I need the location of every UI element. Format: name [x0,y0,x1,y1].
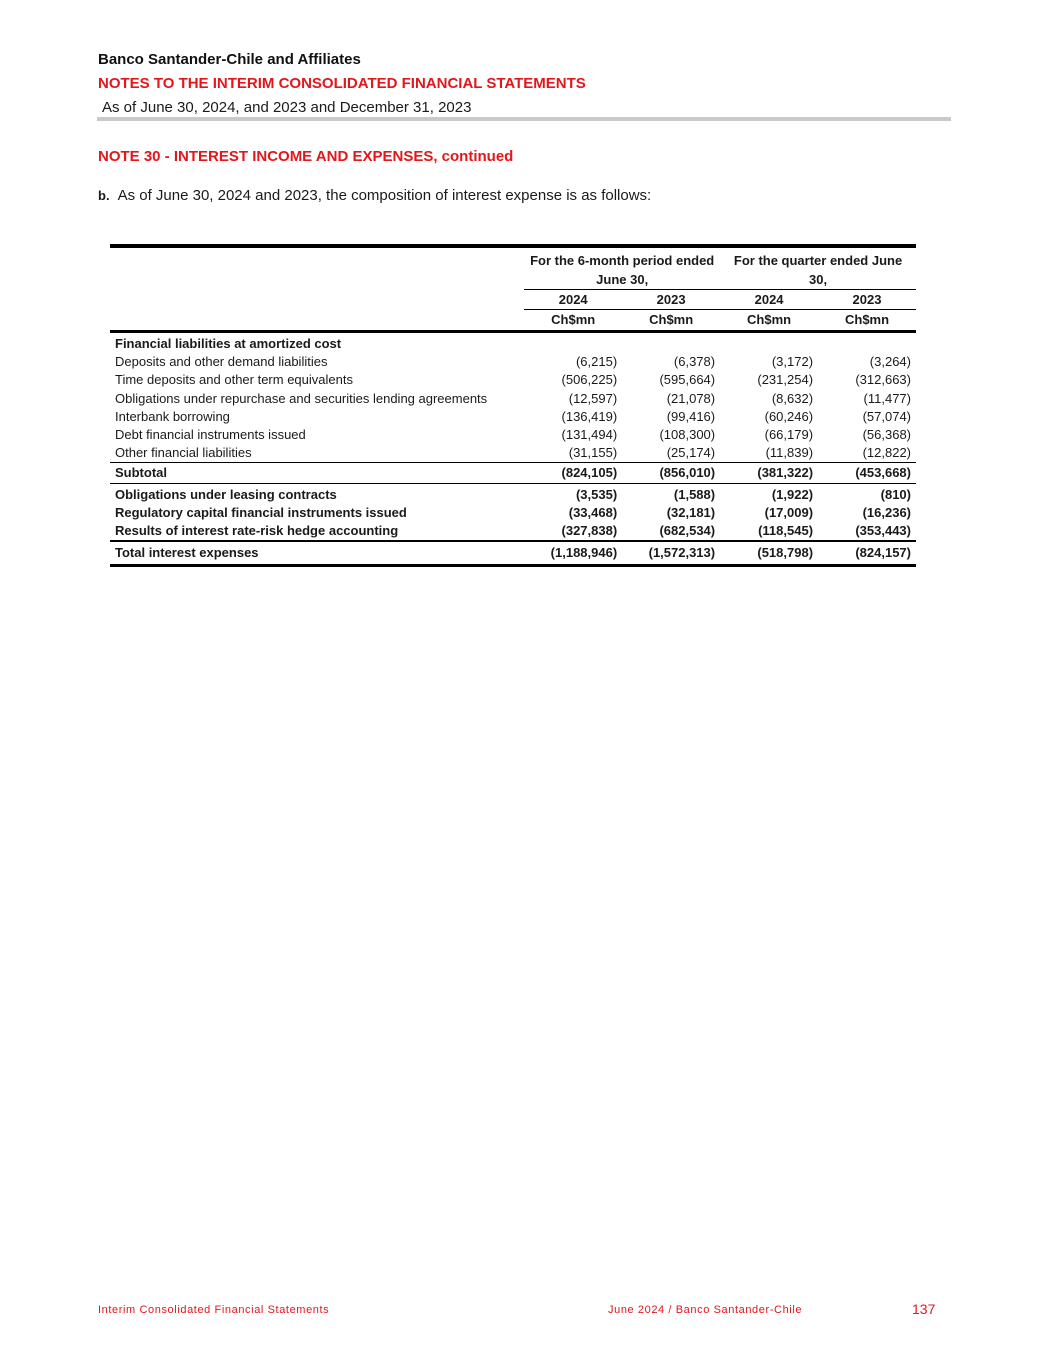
row-value: (118,545) [758,523,814,538]
subtotal-value: (824,105) [524,463,622,484]
page-number: 137 [912,1301,936,1317]
row-value: (3,172) [771,354,814,369]
footer-document-name: Interim Consolidated Financial Statements [98,1304,330,1316]
year-header: 2023 [818,290,916,310]
row-value: (682,534) [659,523,716,538]
row-value: (1,922) [771,487,814,502]
subtotal-label: Subtotal [110,463,524,484]
row-value: (99,416) [666,409,716,424]
row-value: (327,838) [561,523,618,538]
subtotal-value: (453,668) [818,463,916,484]
note-intro [98,187,651,204]
unit-header-row [110,310,916,332]
row-value: (31,155) [568,445,618,460]
unit-header: Ch$mn [524,310,622,332]
header-divider [97,117,951,121]
table-row [110,408,916,426]
row-label: Results of interest rate-risk hedge accounting [115,523,399,538]
row-value: (56,368) [862,427,911,442]
table-row [110,426,916,444]
row-label: Regulatory capital financial instruments issued [115,505,407,520]
row-value: (108,300) [659,427,716,442]
table-row [110,522,916,541]
table-row [110,444,916,463]
total-value: (824,157) [818,541,916,566]
year-header: 2024 [524,290,622,310]
row-value: (16,236) [862,505,911,520]
row-value: (136,419) [561,409,618,424]
row-value: (25,174) [666,445,716,460]
column-group-header [110,248,916,290]
row-label: Interbank borrowing [115,409,230,424]
row-value: (60,246) [764,409,814,424]
subtotal-row [110,463,916,484]
unit-header: Ch$mn [818,310,916,332]
row-label: Time deposits and other term equivalents [115,372,353,387]
row-value: (8,632) [771,391,814,406]
row-value: (506,225) [561,372,618,387]
group-header-6-month: For the 6-month period ended June 30, [530,253,715,287]
section-title: Financial liabilities at amortized cost [115,336,342,351]
row-value: (231,254) [757,372,814,387]
year-header: 2024 [720,290,818,310]
document-title: NOTES TO THE INTERIM CONSOLIDATED FINANCIAL STATEMENTS [98,75,586,92]
row-value: (353,443) [855,523,911,538]
intro-letter: b. [98,188,110,203]
section-header-row [110,332,916,354]
total-value: (518,798) [720,541,818,566]
total-row [110,541,916,566]
row-value: (66,179) [764,427,814,442]
row-value: (6,378) [673,354,716,369]
row-value: (17,009) [764,505,814,520]
row-label: Obligations under leasing contracts [115,487,337,502]
table-row [110,389,916,408]
row-value: (21,078) [666,391,716,406]
row-value: (1,588) [673,487,716,502]
row-value: (3,264) [869,354,911,369]
note-title: NOTE 30 - INTEREST INCOME AND EXPENSES, continued [98,148,514,165]
table-row [110,371,916,389]
row-value: (6,215) [575,354,618,369]
row-value: (11,839) [765,445,814,460]
intro-text: As of June 30, 2024 and 2023, the composition of interest expense is as follows: [117,187,652,204]
row-value: (12,822) [862,445,911,460]
subtotal-value: (381,322) [720,463,818,484]
as-of-date: As of June 30, 2024, and 2023 and December 31, 2023 [102,99,472,116]
unit-header: Ch$mn [622,310,720,332]
row-label: Other financial liabilities [115,445,252,460]
row-label: Debt financial instruments issued [115,427,306,442]
row-value: (32,181) [666,505,716,520]
row-value: (12,597) [568,391,618,406]
row-value: (57,074) [862,409,911,424]
footer-period: June 2024 / Banco Santander-Chile [608,1304,803,1316]
total-value: (1,188,946) [524,541,622,566]
row-value: (11,477) [863,391,911,406]
table-row [110,353,916,371]
row-value: (312,663) [855,372,911,387]
table-row [110,504,916,522]
interest-expense-table [110,244,916,567]
subtotal-value: (856,010) [622,463,720,484]
total-label: Total interest expenses [110,541,524,566]
row-value: (33,468) [568,505,618,520]
row-value: (3,535) [575,487,618,502]
row-label: Obligations under repurchase and securities lending agreements [115,391,488,406]
row-value: (810) [880,487,911,502]
table-row [110,484,916,505]
unit-header: Ch$mn [720,310,818,332]
company-name: Banco Santander-Chile and Affiliates [98,51,361,68]
row-value: (595,664) [659,372,716,387]
year-header: 2023 [622,290,720,310]
row-value: (131,494) [561,427,618,442]
total-value: (1,572,313) [622,541,720,566]
year-header-row [110,290,916,310]
group-header-quarter: For the quarter ended June 30, [733,253,903,287]
row-label: Deposits and other demand liabilities [115,354,328,369]
